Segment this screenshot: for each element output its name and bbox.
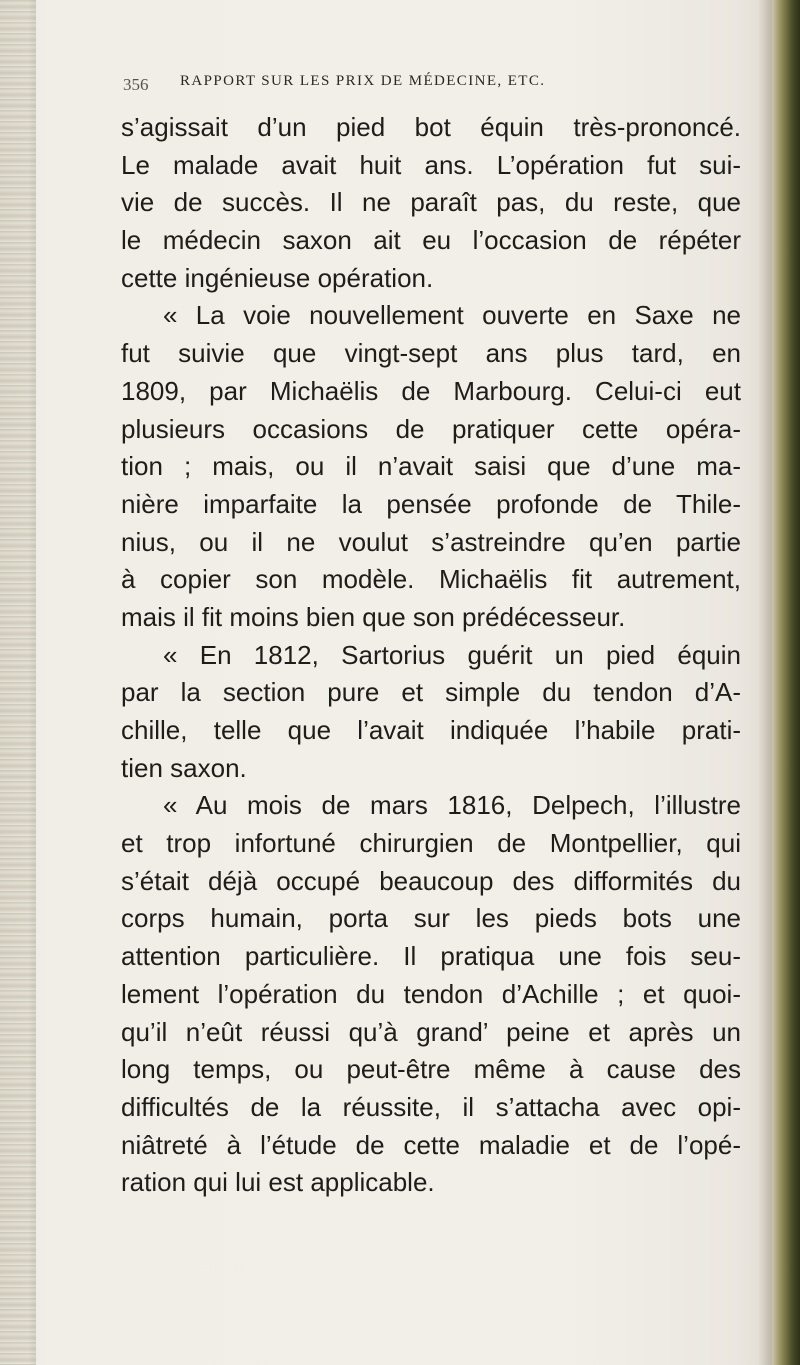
text-line: tien saxon. [121, 752, 247, 783]
text-line: nius, ou il ne voulut s’astreindre qu’en partie [121, 526, 741, 557]
text-line: ration qui lui est applicable. [121, 1167, 435, 1198]
body-text [121, 109, 741, 1202]
text-line: mais il fit moins bien que son prédécesseur. [121, 601, 626, 632]
paragraph-start-line: « Au mois de mars 1816, Delpech, l’illustre [163, 790, 741, 821]
text-line: tion ; mais, ou il n’avait saisi que d’une ma- [121, 451, 741, 482]
text-line: 1809, par Michaëlis de Marbourg. Celui-ci eut [121, 375, 741, 406]
right-page-edge [772, 0, 800, 1365]
paragraph-start-line: « La voie nouvellement ouverte en Saxe ne [163, 300, 741, 331]
text-line: Le malade avait huit ans. L’opération fut sui- [121, 149, 741, 180]
text-line: niâtreté à l’étude de cette maladie et de l’opé- [121, 1129, 741, 1160]
page-number: 356 [123, 75, 149, 94]
text-line: le médecin saxon ait eu l’occasion de répéter [121, 225, 741, 256]
text-line: s’était déjà occupé beaucoup des difformités du [121, 865, 741, 896]
text-line: lement l’opération du tendon d’Achille ; et quoi- [121, 978, 741, 1009]
left-binding-edge [0, 0, 36, 1365]
paragraph-start-line: « En 1812, Sartorius guérit un pied équin [163, 639, 741, 670]
text-line: difficultés de la réussite, il s’attacha avec opi- [121, 1091, 741, 1122]
text-line: par la section pure et simple du tendon d’A- [121, 677, 741, 708]
running-header [123, 73, 546, 94]
text-line: corps humain, porta sur les pieds bots une [121, 903, 741, 934]
text-line: chille, telle que l’avait indiquée l’habile prati- [121, 715, 741, 745]
text-line: nière imparfaite la pensée profonde de Thile- [121, 488, 741, 519]
text-line: plusieurs occasions de pratiquer cette opéra- [121, 413, 741, 444]
text-line: long temps, ou peut-être même à cause des [121, 1054, 741, 1085]
text-line: qu’il n’eût réussi qu’à grand’ peine et après un [121, 1016, 741, 1047]
text-line: et trop infortuné chirurgien de Montpellier, qui [121, 828, 741, 859]
text-line: attention particulière. Il pratiqua une fois seu- [121, 941, 741, 972]
text-line: cette ingénieuse opération. [121, 262, 434, 293]
text-line: s’agissait d’un pied bot équin très-prononcé. [121, 112, 741, 142]
text-line: à copier son modèle. Michaëlis fit autrement, [121, 564, 741, 595]
text-line: vie de succès. Il ne paraît pas, du reste, que [121, 187, 741, 218]
running-title: RAPPORT SUR LES PRIX DE MÉDECINE, ETC. [180, 73, 546, 89]
text-line: fut suivie que vingt-sept ans plus tard, en [121, 338, 741, 369]
